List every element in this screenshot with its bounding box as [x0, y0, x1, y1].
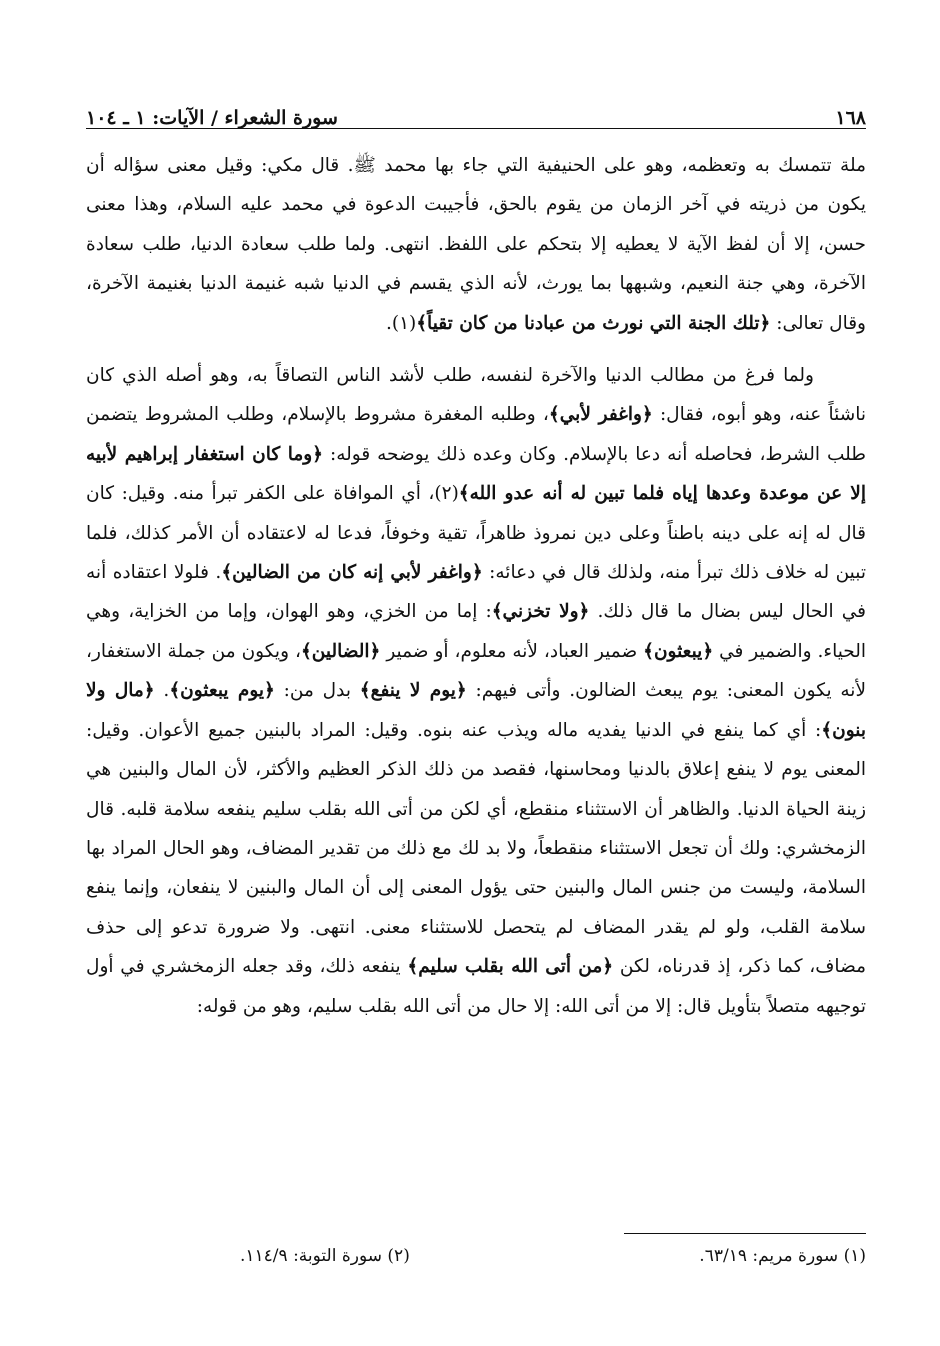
text-run: بدل من:	[274, 680, 360, 702]
quran-quote: ﴿يبعثون﴾	[643, 640, 714, 662]
main-text	[86, 146, 866, 1026]
text-run: . فلولا اعتقاده أنه في الحال ليس بضال ما قال ذلك.	[86, 562, 866, 623]
quran-quote: ﴿واغفر لأبي﴾	[548, 404, 653, 426]
quran-quote: ﴿يوم يبعثون﴾	[169, 680, 275, 702]
footnote-divider	[624, 1233, 866, 1234]
text-run: ولما فرغ من مطالب الدنيا والآخرة لنفسه، طلب لأشد الناس التصاقاً به، وهو أصله الذي كان ناشئاً عنه، وهو أبوه، فقال:	[86, 365, 866, 426]
quran-quote: ﴿وما كان استغفار إبراهيم لأبيه إلا عن موعدة وعدها إياه فلما تبين له أنه عدو الله﴾	[86, 443, 867, 505]
text-run: ينفعه ذلك، وقد جعله الزمخشري في أول توجيهه متصلاً بتأويل قال: إلا من أتى الله: إلا حال من أتى الله بقلب سليم، وهو من قوله:	[86, 956, 866, 1017]
quran-quote: ﴿من أتى الله بقلب سليم﴾	[407, 956, 614, 978]
paragraph-2	[86, 356, 866, 1026]
footnotes	[240, 1238, 866, 1274]
running-title: سورة الشعراء / الآيات: ١ ـ ١٠٤	[86, 107, 338, 129]
text-run: : أي كما ينفع في الدنيا يفديه ماله ويذب عنه بنوه. وقيل: المراد بالبنين جميع الأعوان. وقيل: المعنى يوم لا ينفع إعلاق بالدنيا ومحاسنها، فقصد من ذلك الذكر العظيم والأكثر، لأن المال والبنين هي زينة الحياة الدنيا. والظاهر أن الاستثناء منقطع، أي لكن من أتى الله بقلب سليم ينفعه سلامة قلبه. قال الزمخشري: ولك أن تجعل الاستثناء منقطعاً، ولا بد لك مع ذلك من تقدير المضاف، وهو الحال المراد بها السلامة، وليست من جنس المال والبنين حتى يؤول المعنى إلى أن المال والبنين لا ينفعان، وإنما ينفع سلامة القلب، ولو لم يقدر المضاف لم يتحصل للاستثناء معنى. انتهى. ولا ضرورة تدعو إلى حذف مضاف، كما ذكر، إذ قدرناه، لكن	[86, 719, 867, 978]
text-run: ملة تتمسك به وتعظمه، وهو على الحنيفية التي جاء بها محمد ﷺ. قال مكي: وقيل معنى سؤاله أن يكون من ذريته في آخر الزمان من يقوم بالحق، فأجيبت الدعوة في محمد عليه السلام، وهذا معنى حسن، إلا أن لفظ الآية لا يعطيه إلا بتحكم على اللفظ. انتهى. ولما طلب سعادة الدنيا، طلب سعادة الآخرة، وهي جنة النعيم، وشبهها بما يورث، لأنه الذي يقسم في الدنيا شبه غنيمة الدنيا بغنيمة الآخرة، وقال تعالى:	[86, 155, 866, 334]
footnote-2: (٢) سورة التوبة: ١١٤/٩.	[240, 1246, 410, 1266]
text-run: ، وطلبه المغفرة مشروط بالإسلام، وطلب المشروط يتضمن طلب الشرط، فحاصله أنه دعا بالإسلام. وكان وعده ذلك يوضحه قوله:	[86, 404, 866, 465]
quran-quote: ﴿يوم لا ينفع﴾	[359, 680, 467, 702]
text-run: ، ويكون من جملة الاستغفار، لأنه يكون المعنى: يوم يبعث الضالون. وأتى فيهم:	[86, 640, 867, 702]
page-number: ١٦٨	[835, 107, 866, 129]
quran-quote: ﴿ولا تخزني﴾	[491, 601, 590, 623]
text-run: .	[154, 680, 170, 702]
footnote-1: (١) سورة مريم: ٦٣/١٩.	[699, 1246, 866, 1266]
text-run: : إما من الخزي، وهو الهوان، وإما من الخزاية، وهي الحياء. والضمير في	[86, 601, 867, 662]
paragraph-1	[86, 146, 866, 343]
text-run: (٢)، أي الموافاة على الكفر تبرأ منه. وقيل: كان قال له إنه على دينه باطناً وعلى دين نمروذ ظاهراً، تقية وخوفاً، فدعا له لاعتقاده أن الأمر كذلك، فلما تبين له خلاف ذلك تبرأ منه، ولذلك قال في دعائه:	[86, 483, 866, 584]
quran-quote: ﴿الضالين﴾	[300, 640, 381, 662]
page-header	[86, 93, 866, 129]
quran-quote: ﴿واغفر لأبي إنه كان من الضالين﴾	[221, 562, 483, 584]
header-divider	[86, 128, 866, 129]
text-run: (١).	[385, 312, 417, 334]
quran-quote: ﴿مال ولا بنون﴾	[86, 680, 866, 741]
text-run: ضمير العباد، لأنه معلوم، أو ضمير	[380, 640, 644, 662]
quran-quote: ﴿تلك الجنة التي نورث من عبادنا من كان تقياً﴾	[416, 312, 771, 334]
